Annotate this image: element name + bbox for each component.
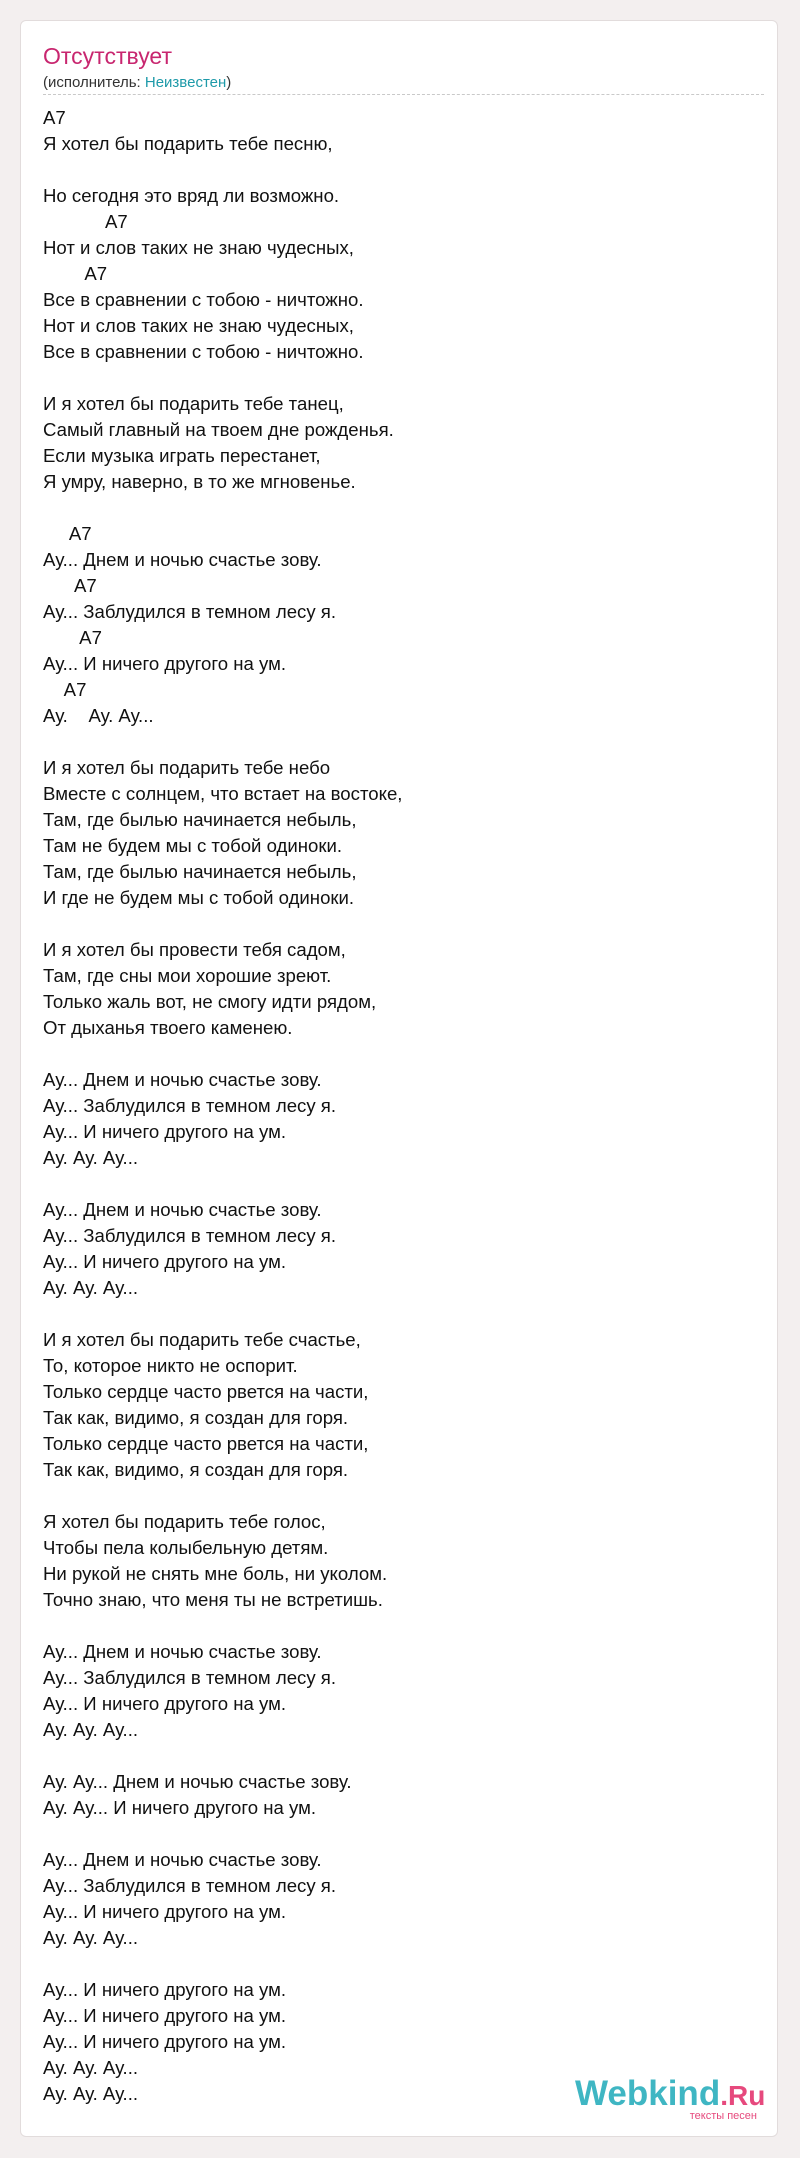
artist-link[interactable]: Неизвестен bbox=[144, 74, 227, 91]
site-logo[interactable] bbox=[575, 2074, 765, 2124]
artist-line bbox=[43, 74, 231, 91]
logo-tld: .Ru bbox=[720, 2080, 766, 2111]
artist-prefix: (исполнитель: bbox=[43, 74, 145, 91]
logo-name: Webkind bbox=[575, 2074, 721, 2113]
artist-suffix: ) bbox=[226, 74, 232, 91]
lyrics-text: A7 Я хотел бы подарить тебе песню, Но сегодня это вряд ли возможно. A7 Нот и слов таких не знаю чудесных, A7 Все в сравнении с тобою - ничтожно. Нот и слов таких не знаю чудесных, Все в сравнении с тобою - ничтожно. И я хотел бы подарить тебе танец, Самый главный на твоем дне рожденья. Если музыка играть перестанет, Я умру, наверно, в то же мгновенье. A7 Ау... Днем и ночью счастье зову. A7 Ау... Заблудился в темном лесу я. A7 Ау... И ничего другого на ум. A7 Ау. Ау. Ау... И я хотел бы подарить тебе небо Вместе с солнцем, что встает на востоке, Там, где былью начинается небыль, Там не будем мы с тобой одиноки. Там, где былью начинается небыль, И где не будем мы с тобой одиноки. И я хотел бы провести тебя садом, Там, где сны мои хорошие зреют. Только жаль вот, не смогу идти рядом, От дыханья твоего каменею. Ау... Днем и ночью счастье зову. Ау... Заблудился в темном лесу я. Ау... И ничего другого на ум. Ау. Ау. Ау... Ау... Днем и ночью счастье зову. Ау... Заблудился в темном лесу я. Ау... И ничего другого на ум. Ау. Ау. Ау... И я хотел бы подарить тебе счастье, То, которое никто не оспорит. Только сердце часто рвется на части, Так как, видимо, я создан для горя. Только сердце часто рвется на части, Так как, видимо, я создан для горя. Я хотел бы подарить тебе голос, Чтобы пела колыбельную детям. Ни рукой не снять мне боль, ни уколом. Точно знаю, что меня ты не встретишь. Ау... Днем и ночью счастье зову. Ау... Заблудился в темном лесу я. Ау... И ничего другого на ум. Ау. Ау. Ау... Ау. Ау... Днем и ночью счастье зову. Ау. Ау... И ничего другого на ум. Ау... Днем и ночью счастье зову. Ау... Заблудился в темном лесу я. Ау... И ничего другого на ум. Ау. Ау. Ау... Ау... И ничего другого на ум. Ау... И ничего другого на ум. Ау... И ничего другого на ум. Ау. Ау. Ау... Ау. Ау. Ау... bbox=[43, 107, 403, 2104]
logo-tagline: тексты песен bbox=[689, 2110, 757, 2122]
song-title: Отсутствует bbox=[43, 43, 172, 69]
title-divider bbox=[43, 94, 764, 95]
lyrics-card bbox=[20, 20, 778, 2137]
